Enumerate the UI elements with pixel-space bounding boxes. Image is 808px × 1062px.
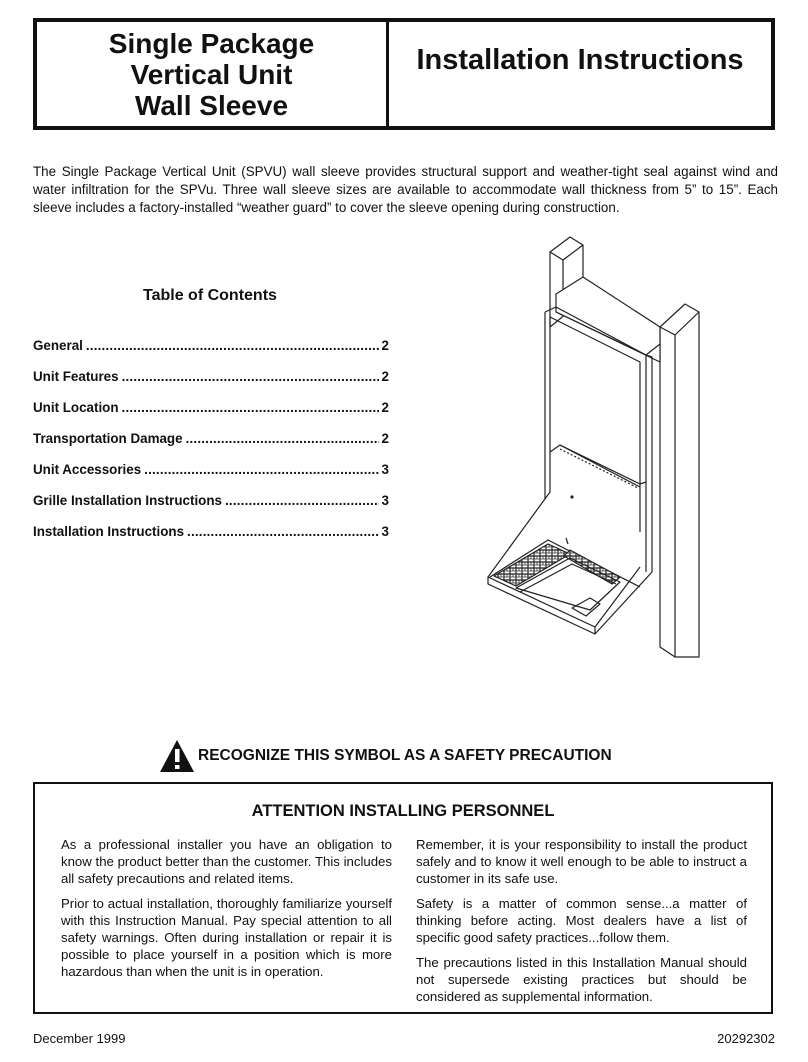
toc-item[interactable] [33,492,389,523]
attention-paragraph: Prior to actual installation, thoroughly familiarize yourself with this Instruction Manual. Pay special attention to all safety warnings. Often during installation or repair it is possible to place yourself in a position which is more hazardous than when the unit is in operation. [61,896,392,979]
attention-box [33,782,773,1014]
toc-leader-dots [86,337,379,355]
toc-item-label: Unit Features [33,369,119,384]
toc-item-label: Installation Instructions [33,524,185,539]
toc-leader-dots [187,523,379,541]
title-line-1: Single Package [108,27,315,59]
toc-leader-dots [144,461,378,479]
attention-paragraph: As a professional installer you have an obligation to know the product better than the customer. This includes all safety precautions and related items. [61,837,392,886]
toc-item-page: 3 [381,462,389,477]
toc-leader-dots [122,368,379,386]
toc-leader-dots [225,492,379,510]
header-box [33,18,775,130]
toc-item-page: 2 [381,369,389,384]
wall-sleeve-illustration [480,232,702,662]
toc-item-label: Transportation Damage [33,431,183,446]
attention-paragraph: Remember, it is your responsibility to install the product safely and to know it well enough to be able to instruct a customer in its safe use. [416,837,747,886]
footer-date: December 1999 [33,1031,126,1046]
toc-item-label: Grille Installation Instructions [33,493,222,508]
safety-precaution-text: RECOGNIZE THIS SYMBOL AS A SAFETY PRECAUTION [198,747,612,764]
toc-item[interactable] [33,337,389,368]
warning-triangle-icon [158,738,196,774]
toc-leader-dots [122,399,379,417]
toc-item-label: Unit Location [33,400,119,415]
toc-item[interactable] [33,430,389,461]
toc-item[interactable] [33,368,389,399]
toc-item-label: Unit Accessories [33,462,142,477]
toc-item[interactable] [33,461,389,492]
document-type: Installation Instructions [416,44,744,76]
toc-item-page: 2 [381,431,389,446]
footer-part-number: 20292302 [717,1031,775,1046]
toc-item-page: 2 [381,400,389,415]
toc-item[interactable] [33,523,389,554]
attention-paragraph: Safety is a matter of common sense...a matter of thinking before acting. Most dealers have a list of specific good safety practices...follow them. [416,896,747,945]
intro-paragraph: The Single Package Vertical Unit (SPVU) wall sleeve provides structural support and weather-tight seal against wind and water infiltration for the SPVu. Three wall sleeve sizes are available to accommodate wall thickness from 5” to 15”. Each sleeve includes a factory-installed “weather guard” to cover the sleeve opening during construction. [33,164,778,215]
toc-item[interactable] [33,399,389,430]
title-line-2: Vertical Unit [130,58,293,90]
toc-item-page: 3 [381,524,389,539]
product-title [37,22,389,126]
toc-title: Table of Contents [143,287,277,304]
attention-left-column [61,836,392,988]
toc-item-page: 2 [381,338,389,353]
title-line-3: Wall Sleeve [134,89,289,121]
toc-leader-dots [186,430,379,448]
toc-item-page: 3 [381,493,389,508]
safety-precaution-line [158,738,612,774]
attention-right-column [416,836,747,1013]
attention-paragraph: The precautions listed in this Installation Manual should not supersede existing practices but should be considered as supplemental information. [416,955,747,1004]
attention-title: ATTENTION INSTALLING PERSONNEL [251,802,555,820]
toc-item-label: General [33,338,83,353]
table-of-contents [33,337,389,554]
